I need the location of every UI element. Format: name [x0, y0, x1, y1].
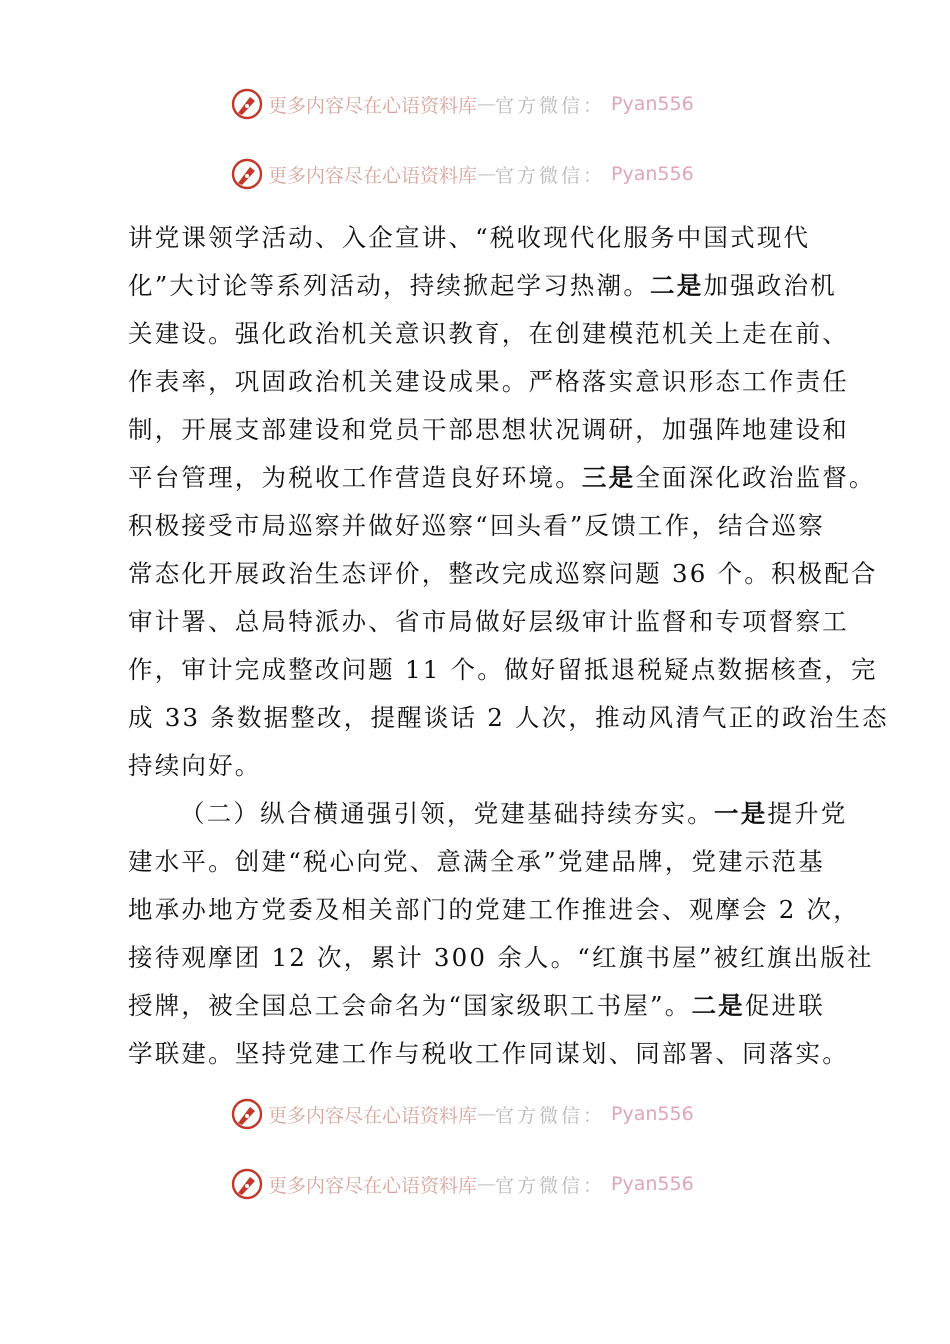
- pen-nib-logo-icon: [230, 157, 264, 191]
- text-line: [128, 838, 840, 886]
- text-run: 促进联: [744, 991, 825, 1020]
- text-run: 建水平。创建“税心向党、意满全承”党建品牌，党建示范基: [128, 847, 825, 876]
- text-run: 制，开展支部建设和党员干部思想状况调研，加强阵地建设和: [128, 415, 849, 444]
- text-run: 关建设。强化政治机关意识教育，在创建模范机关上走在前、: [128, 319, 849, 348]
- text-line: [128, 742, 840, 790]
- text-run: 平台管理，为税收工作营造良好环境。: [128, 463, 582, 492]
- watermark-separator: —: [477, 1173, 496, 1195]
- watermark-wechat-label: 官方微信：: [495, 94, 606, 117]
- text-run: 作，审计完成整改问题 11 个。做好留抵退税疑点数据核查，完: [128, 655, 878, 684]
- text-run: 全面深化政治监督。: [635, 463, 876, 492]
- watermark-separator: —: [477, 93, 496, 115]
- bold-lead-text: 三是: [581, 463, 636, 492]
- watermark-brand-text: 更多内容尽在心语资料库: [268, 94, 478, 117]
- paragraph-1: [128, 214, 889, 790]
- text-line: [128, 214, 840, 262]
- watermark-wechat-id: Pyan556: [611, 1173, 694, 1195]
- watermark-wechat-label: 官方微信：: [495, 1104, 606, 1127]
- watermark-wechat-label: 官方微信：: [495, 164, 606, 187]
- text-line: [128, 550, 878, 598]
- paragraph-2: [128, 790, 874, 1078]
- text-line: [128, 934, 874, 982]
- bold-lead-text: 二是: [650, 271, 704, 300]
- watermark-wechat-id: Pyan556: [611, 163, 694, 185]
- bold-lead-text: 二是: [691, 991, 745, 1020]
- text-line: [128, 310, 849, 358]
- text-line: [128, 502, 840, 550]
- pen-nib-logo-icon: [230, 1167, 264, 1201]
- text-line: [128, 454, 876, 502]
- text-run: 常态化开展政治生态评价，整改完成巡察问题 36 个。积极配合: [128, 559, 878, 588]
- text-run: 地承办地方党委及相关部门的党建工作推进会、观摩会 2 次，: [128, 895, 860, 924]
- text-run: 讲党课领学活动、入企宣讲、“税收现代化服务中国式现代: [128, 223, 811, 252]
- watermark-banner-1: [230, 84, 750, 124]
- text-line: [128, 262, 840, 310]
- text-line: [128, 406, 849, 454]
- watermark-banner-2: [230, 154, 750, 194]
- watermark-banner-3: [230, 1094, 750, 1134]
- bold-lead-text: 一是: [714, 799, 768, 828]
- text-line: [128, 790, 848, 838]
- text-run: 作表率，巩固政治机关建设成果。严格落实意识形态工作责任: [128, 367, 849, 396]
- text-line: [128, 886, 860, 934]
- pen-nib-logo-icon: [230, 87, 264, 121]
- text-run: 积极接受市局巡察并做好巡察“回头看”反馈工作，结合巡察: [128, 511, 825, 540]
- watermark-banner-4: [230, 1164, 750, 1204]
- text-run: 授牌，被全国总工会命名为“国家级职工书屋”。: [128, 991, 692, 1020]
- text-line: [128, 598, 849, 646]
- watermark-separator: —: [477, 1103, 496, 1125]
- watermark-separator: —: [477, 163, 496, 185]
- text-run: 接待观摩团 12 次，累计 300 余人。“红旗书屋”被红旗出版社: [128, 943, 874, 972]
- watermark-brand-text: 更多内容尽在心语资料库: [268, 1104, 478, 1127]
- text-run: 化”大讨论等系列活动，持续掀起学习热潮。: [128, 271, 651, 300]
- text-run: （二）纵合横通强引领，党建基础持续夯实。: [180, 799, 714, 828]
- text-line: [128, 646, 878, 694]
- text-line: [128, 982, 840, 1030]
- watermark-wechat-id: Pyan556: [611, 1103, 694, 1125]
- document-body: [128, 214, 889, 1078]
- text-line: [128, 358, 849, 406]
- text-run: 加强政治机: [703, 271, 837, 300]
- text-run: 学联建。坚持党建工作与税收工作同谋划、同部署、同落实。: [128, 1039, 849, 1068]
- text-run: 持续向好。: [128, 751, 262, 780]
- text-line: [128, 1030, 849, 1078]
- watermark-brand-text: 更多内容尽在心语资料库: [268, 164, 478, 187]
- text-run: 审计署、总局特派办、省市局做好层级审计监督和专项督察工: [128, 607, 849, 636]
- text-run: 提升党: [767, 799, 848, 828]
- text-line: [128, 694, 889, 742]
- text-run: 成 33 条数据整改，提醒谈话 2 人次，推动风清气正的政治生态: [128, 703, 889, 732]
- pen-nib-logo-icon: [230, 1097, 264, 1131]
- watermark-wechat-id: Pyan556: [611, 93, 694, 115]
- watermark-brand-text: 更多内容尽在心语资料库: [268, 1174, 478, 1197]
- watermark-wechat-label: 官方微信：: [495, 1174, 606, 1197]
